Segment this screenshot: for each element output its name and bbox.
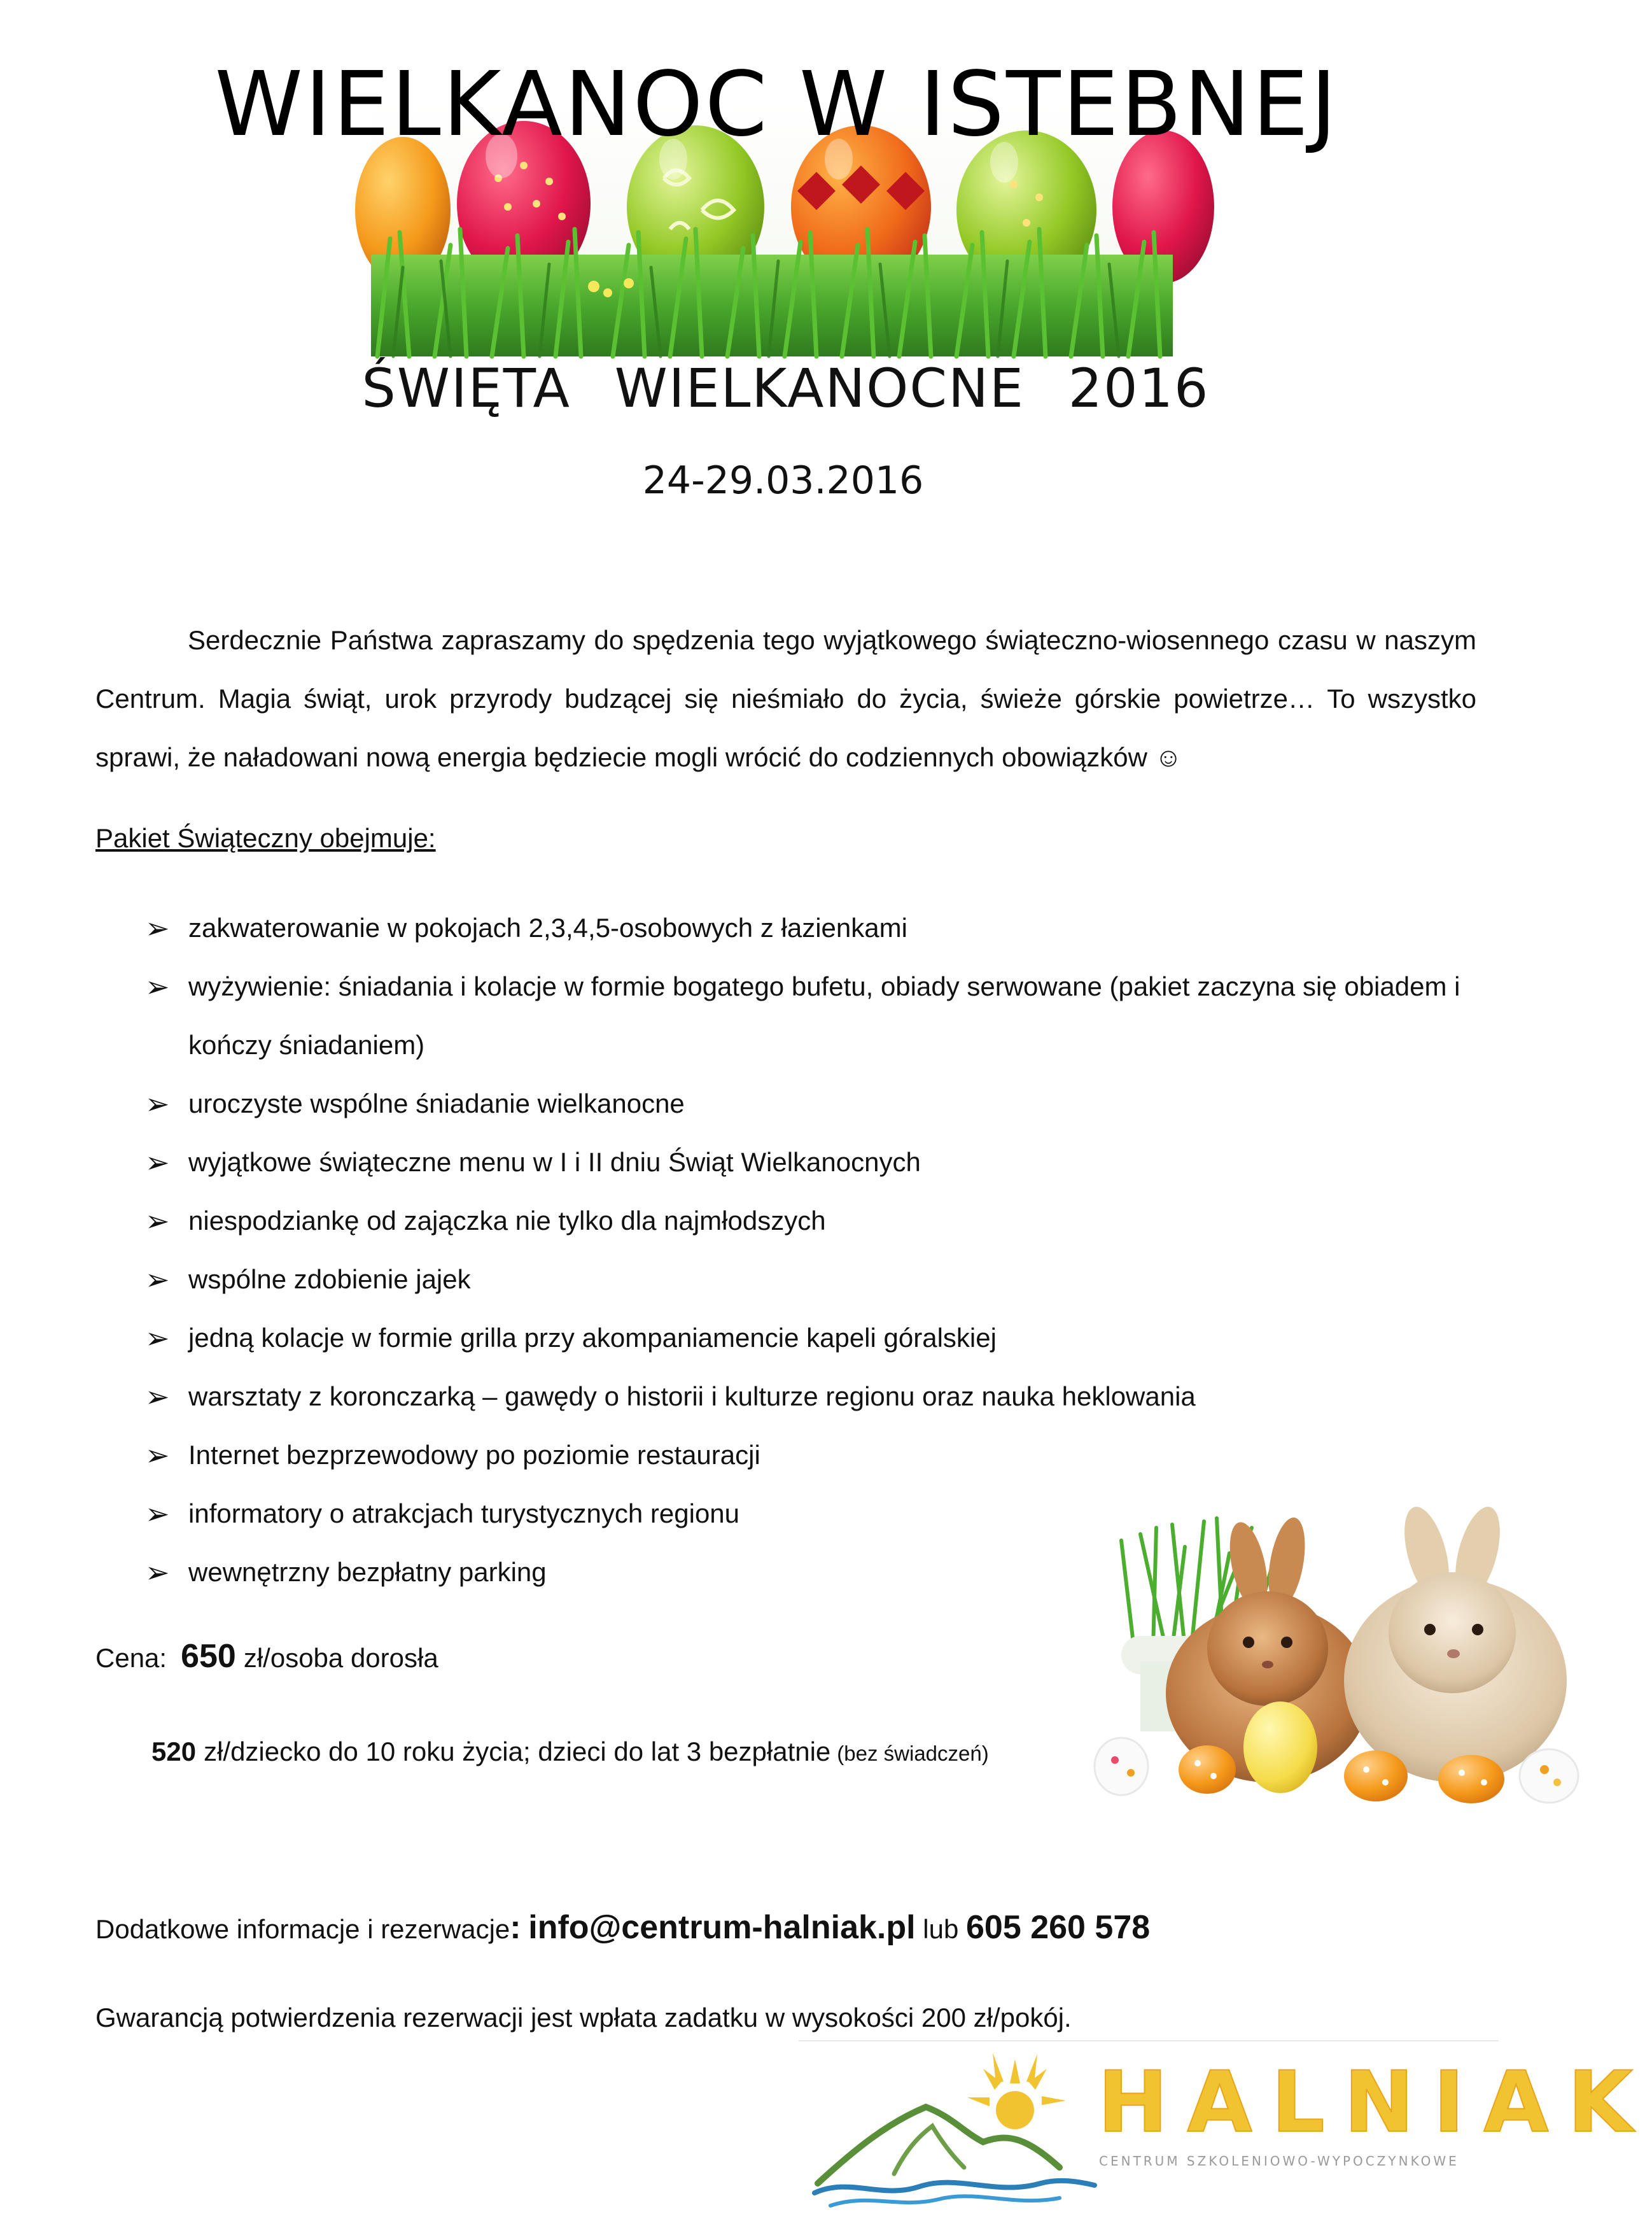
arrow-bullet-icon: ➢ [145,911,170,945]
list-item [95,1074,1464,1133]
arrow-bullet-icon: ➢ [145,1087,170,1121]
list-item-text: Internet bezprzewodowy po poziomie restauracji [188,1440,760,1470]
list-item-text: jedną kolacje w formie grilla przy akompaniamencie kapeli góralskiej [188,1323,997,1353]
arrow-bullet-icon: ➢ [145,1145,170,1180]
list-item-text: wewnętrzny bezpłatny parking [188,1557,547,1587]
logo-wordmark: HALNIAK [1098,2053,1652,2152]
arrow-bullet-icon: ➢ [145,1438,170,1472]
easter-bunnies-image [1096,1509,1579,1808]
package-feature-list [95,899,1464,1602]
list-item-text: warsztaty z koronczarką – gawędy o historii i kulturze regionu oraz nauka heklowania [188,1381,1196,1411]
arrow-bullet-icon: ➢ [145,969,170,1004]
list-item-text: wyżywienie: śniadania i kolacje w formie bogatego bufetu, obiady serwowane (pakiet zaczyna się obiadem i kończy śniadaniem) [188,971,1460,1060]
list-item [95,1133,1464,1192]
list-item-text: wspólne zdobienie jajek [188,1264,471,1294]
event-dates: 24-29.03.2016 [642,458,924,503]
logo-tagline: CENTRUM SZKOLENIOWO-WYPOCZYNKOWE [1099,2153,1459,2169]
arrow-bullet-icon: ➢ [145,1262,170,1297]
list-item [95,1192,1464,1250]
bunnies-illustration [1096,1509,1579,1808]
child-price-note: (bez świadczeń) [837,1742,989,1765]
list-item [95,1309,1464,1367]
list-item-text: informatory o atrakcjach turystycznych regionu [188,1498,740,1528]
list-item-text: zakwaterowanie w pokojach 2,3,4,5-osobowych z łazienkami [188,913,907,943]
arrow-bullet-icon: ➢ [145,1321,170,1355]
intro-paragraph: Serdecznie Państwa zapraszamy do spędzenia tego wyjątkowego świąteczno-wiosennego czasu w naszym Centrum. Magia świąt, urok przyrody budzącej się nieśmiało do życia, świeże górskie powietrze… To wszystko sprawi, że naładowani nową energia będziecie mogli wrócić do codziennych obowiązków ☺ [95,625,1476,772]
contact-info [95,1905,1150,1952]
list-item-text: niespodziankę od zajączka nie tylko dla najmłodszych [188,1206,826,1236]
arrow-bullet-icon: ➢ [145,1497,170,1531]
child-price [151,1733,989,1773]
contact-or: lub [923,1914,959,1944]
mountain-sun-logo-icon [805,2046,1104,2212]
contact-label: Dodatkowe informacje i rezerwacje [95,1914,510,1944]
list-item-text: uroczyste wspólne śniadanie wielkanocne [188,1088,685,1118]
contact-email-link[interactable]: info@centrum-halniak.pl [528,1909,916,1946]
adult-price-unit: zł/osoba dorosła [243,1643,438,1673]
arrow-bullet-icon: ➢ [145,1555,170,1589]
list-item [95,1426,1464,1484]
list-item-text: wyjątkowe świąteczne menu w I i II dniu Świąt Wielkanocnych [188,1147,921,1177]
page-subtitle: ŚWIĘTA WIELKANOCNE 2016 [361,357,1210,419]
adult-price [95,1637,438,1677]
contact-phone[interactable]: 605 260 578 [966,1909,1151,1946]
list-item [95,957,1464,1074]
package-heading: Pakiet Świąteczny obejmuje: [95,823,436,853]
list-item [95,899,1464,957]
child-price-unit: zł/dziecko do 10 roku życia; dzieci do lat 3 bezpłatnie [204,1736,831,1766]
adult-price-amount: 650 [181,1638,236,1675]
logo-divider [799,2040,1499,2041]
deposit-note: Gwarancją potwierdzenia rezerwacji jest wpłata zadatku w wysokości 200 zł/pokój. [95,2003,1072,2032]
arrow-bullet-icon: ➢ [145,1379,170,1414]
child-price-amount: 520 [151,1736,197,1766]
page-title: WIELKANOC W ISTEBNEJ [214,53,1339,157]
list-item [95,1367,1464,1426]
arrow-bullet-icon: ➢ [145,1204,170,1238]
list-item [95,1250,1464,1309]
price-label: Cena: [95,1643,167,1673]
contact-colon: : [510,1909,521,1946]
